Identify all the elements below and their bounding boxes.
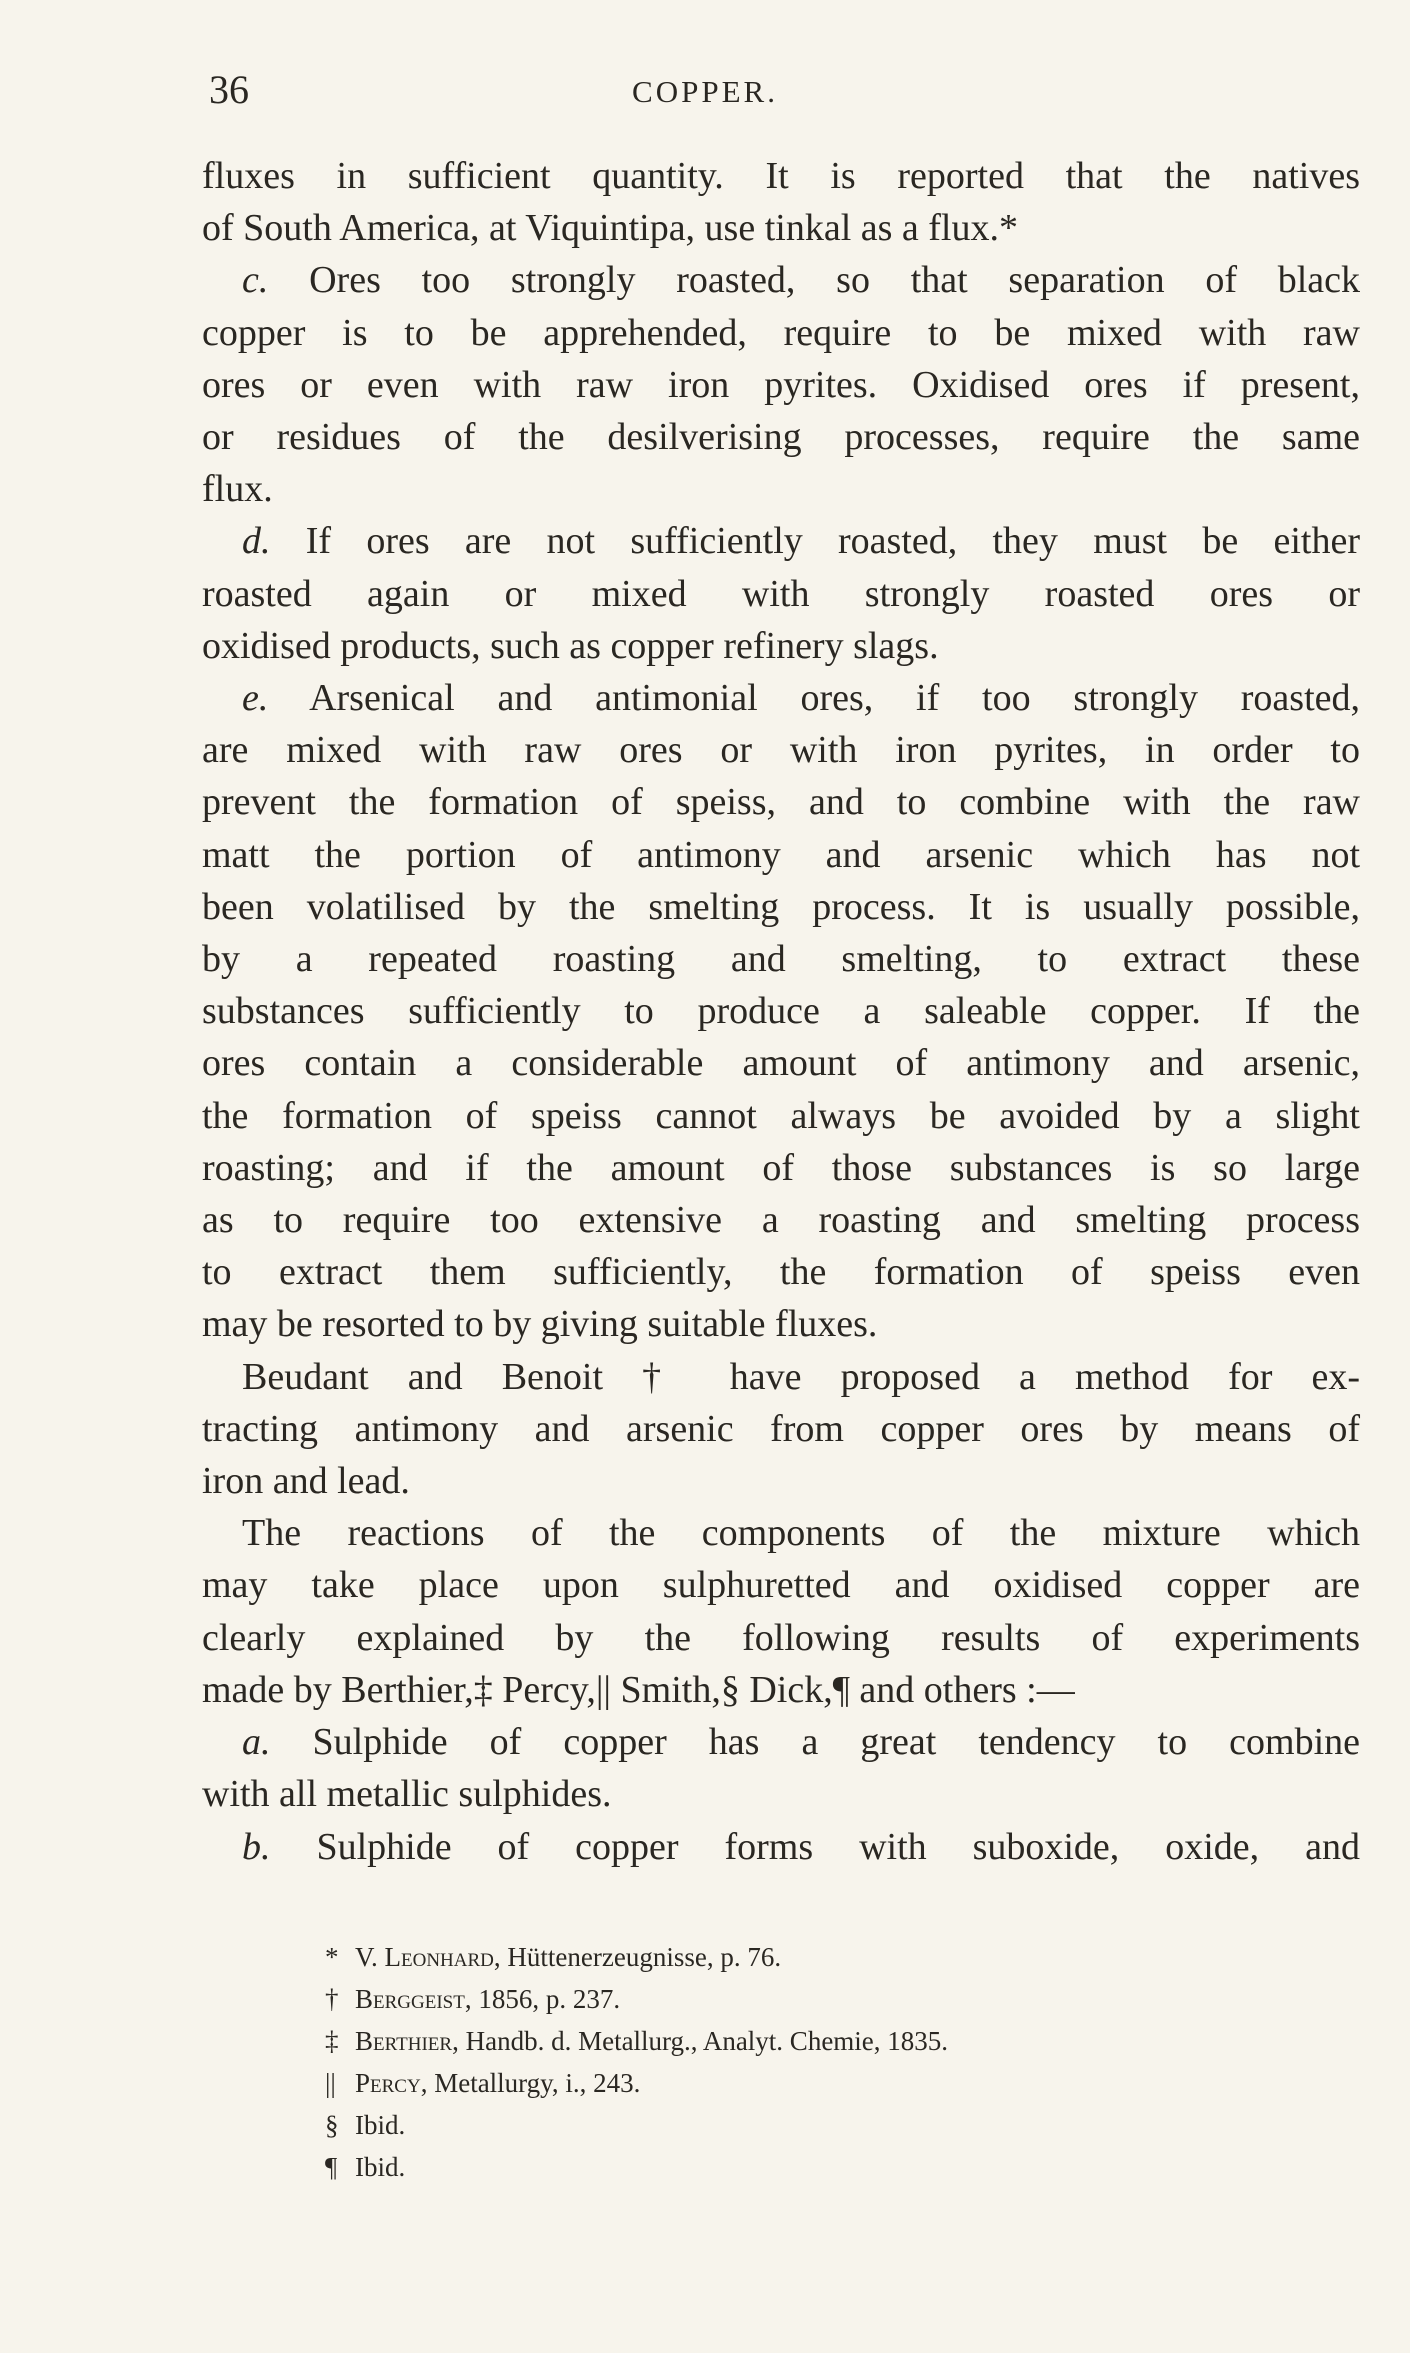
footnote bbox=[325, 2146, 1225, 2188]
text-line: to extract them sufficiently, the formation of speiss even bbox=[202, 1251, 1360, 1294]
text-line: flux. bbox=[202, 468, 273, 511]
body-text bbox=[202, 150, 1360, 1873]
running-head: COPPER. bbox=[632, 74, 778, 109]
footnote-mark: || bbox=[325, 2068, 336, 2098]
footnote-text: , Handb. d. Metallurg., Analyt. Chemie, 1835. bbox=[452, 2026, 949, 2056]
footnote-author: Berggeist bbox=[355, 1984, 465, 2014]
text-line: are mixed with raw ores or with iron pyrites, in order to bbox=[202, 729, 1360, 772]
text-line: been volatilised by the smelting process. It is usually possible, bbox=[202, 885, 1360, 928]
text-line: by a repeated roasting and smelting, to extract these bbox=[202, 938, 1360, 981]
text-line: of South America, at Viquintipa, use tinkal as a flux.* bbox=[202, 207, 1018, 250]
footnote-mark: ‡ bbox=[325, 2026, 339, 2056]
text-line: substances sufficiently to produce a saleable copper. If the bbox=[202, 990, 1360, 1033]
footnote-mark: § bbox=[325, 2110, 339, 2140]
text-line: as to require too extensive a roasting and smelting process bbox=[202, 1199, 1360, 1242]
text-line: e. Arsenical and antimonial ores, if too strongly roasted, bbox=[242, 677, 1360, 720]
footnote-mark: ¶ bbox=[325, 2152, 338, 2182]
footnote bbox=[325, 2104, 1225, 2146]
text-line: roasted again or mixed with strongly roasted ores or bbox=[202, 572, 1360, 615]
footnote-text: , 1856, p. 237. bbox=[464, 1984, 621, 2014]
footnote-text: Ibid. bbox=[355, 2110, 406, 2140]
text-line: b. Sulphide of copper forms with suboxide, oxide, and bbox=[242, 1825, 1360, 1868]
text-line: ores or even with raw iron pyrites. Oxidised ores if present, bbox=[202, 363, 1360, 406]
text-line: tracting antimony and arsenic from copper ores by means of bbox=[202, 1407, 1360, 1450]
footnote-mark: * bbox=[325, 1942, 339, 1972]
text-line: Beudant and Benoit † have proposed a method for ex- bbox=[242, 1355, 1360, 1398]
text-line: oxidised products, such as copper refinery slags. bbox=[202, 624, 939, 667]
text-line: copper is to be apprehended, require to be mixed with raw bbox=[202, 311, 1360, 354]
footnote bbox=[325, 1978, 1225, 2020]
footnote-text: Ibid. bbox=[355, 2152, 406, 2182]
text-line: c. Ores too strongly roasted, so that separation of black bbox=[242, 259, 1360, 302]
footnote bbox=[325, 2020, 1225, 2062]
footnote bbox=[325, 2062, 1225, 2104]
text-line: or residues of the desilverising processes, require the same bbox=[202, 416, 1360, 459]
text-line: made by Berthier,‡ Percy,|| Smith,§ Dick,¶ and others :— bbox=[202, 1668, 1075, 1711]
text-line: a. Sulphide of copper has a great tendency to combine bbox=[242, 1721, 1360, 1764]
footnote-author: Percy bbox=[355, 2068, 421, 2098]
text-line: prevent the formation of speiss, and to combine with the raw bbox=[202, 781, 1360, 824]
text-line: with all metallic sulphides. bbox=[202, 1773, 612, 1816]
footnote bbox=[325, 1936, 1225, 1978]
text-line: The reactions of the components of the mixture which bbox=[242, 1512, 1360, 1555]
text-line: matt the portion of antimony and arsenic which has not bbox=[202, 833, 1360, 876]
text-line: roasting; and if the amount of those substances is so large bbox=[202, 1146, 1360, 1189]
footnote-text: , Metallurgy, i., 243. bbox=[420, 2068, 641, 2098]
footnotes bbox=[325, 1936, 1225, 2188]
footnote-text: , Hüttenerzeugnisse, p. 76. bbox=[493, 1942, 782, 1972]
text-line: the formation of speiss cannot always be avoided by a slight bbox=[202, 1094, 1360, 1137]
footnote-mark: † bbox=[325, 1984, 339, 2014]
text-line: fluxes in sufficient quantity. It is reported that the natives bbox=[202, 155, 1360, 197]
text-line: may take place upon sulphuretted and oxidised copper are bbox=[202, 1564, 1360, 1607]
text-line: ores contain a considerable amount of antimony and arsenic, bbox=[202, 1042, 1360, 1085]
footnote-author: V. Leonhard bbox=[355, 1942, 494, 1972]
text-line: may be resorted to by giving suitable fluxes. bbox=[202, 1303, 878, 1346]
text-line: iron and lead. bbox=[202, 1460, 410, 1503]
page-number: 36 bbox=[209, 67, 249, 112]
text-line: clearly explained by the following results of experiments bbox=[202, 1616, 1360, 1659]
text-line: d. If ores are not sufficiently roasted, they must be either bbox=[242, 520, 1360, 563]
footnote-author: Berthier bbox=[355, 2026, 453, 2056]
